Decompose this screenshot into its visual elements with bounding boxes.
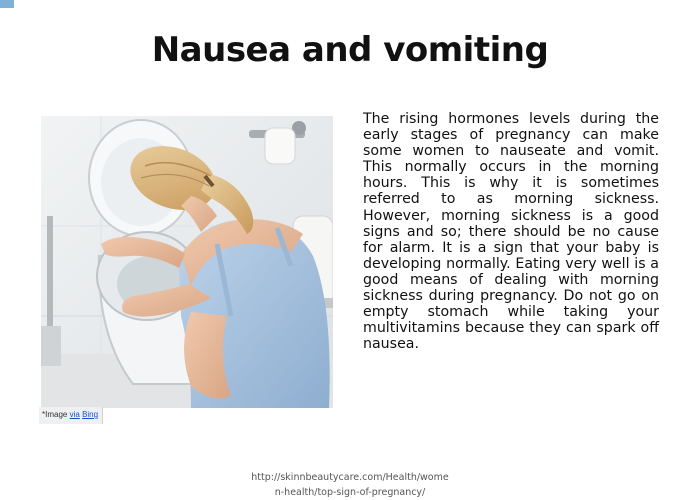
- toilet-brush-holder: [41, 326, 61, 366]
- source-url-line-1: http://skinnbeautycare.com/Health/wome: [251, 472, 449, 483]
- image-credit-via-link[interactable]: via: [69, 410, 80, 419]
- woman-vomiting-photo: [41, 116, 333, 408]
- image-credit-bing-link[interactable]: Bing: [82, 410, 99, 419]
- corner-mark: [0, 0, 14, 8]
- image-credit-prefix: *Image: [42, 410, 68, 419]
- slide-body-text: The rising hormones levels during the early stages of pregnancy can make some women to nauseate and vomit. This normally occurs in the morning hours. This is why it is sometimes referred to as morning sickness. However, morning sickness is a good signs and so; there should be no cause for alarm. It is a sign that your baby is developing normally. Eating very well is a good means of dealing with morning sickness during pregnancy. Do not go on empty stomach while taking your multivitamins because they can spark off nausea.: [363, 111, 659, 353]
- slide-title: Nausea and vomiting: [151, 30, 549, 70]
- toilet-brush: [47, 216, 53, 336]
- toilet-paper-roll: [265, 128, 295, 164]
- source-url: [240, 470, 460, 500]
- source-url-line-2: n-health/top-sign-of-pregnancy/: [274, 487, 426, 498]
- image-credit: [39, 407, 103, 424]
